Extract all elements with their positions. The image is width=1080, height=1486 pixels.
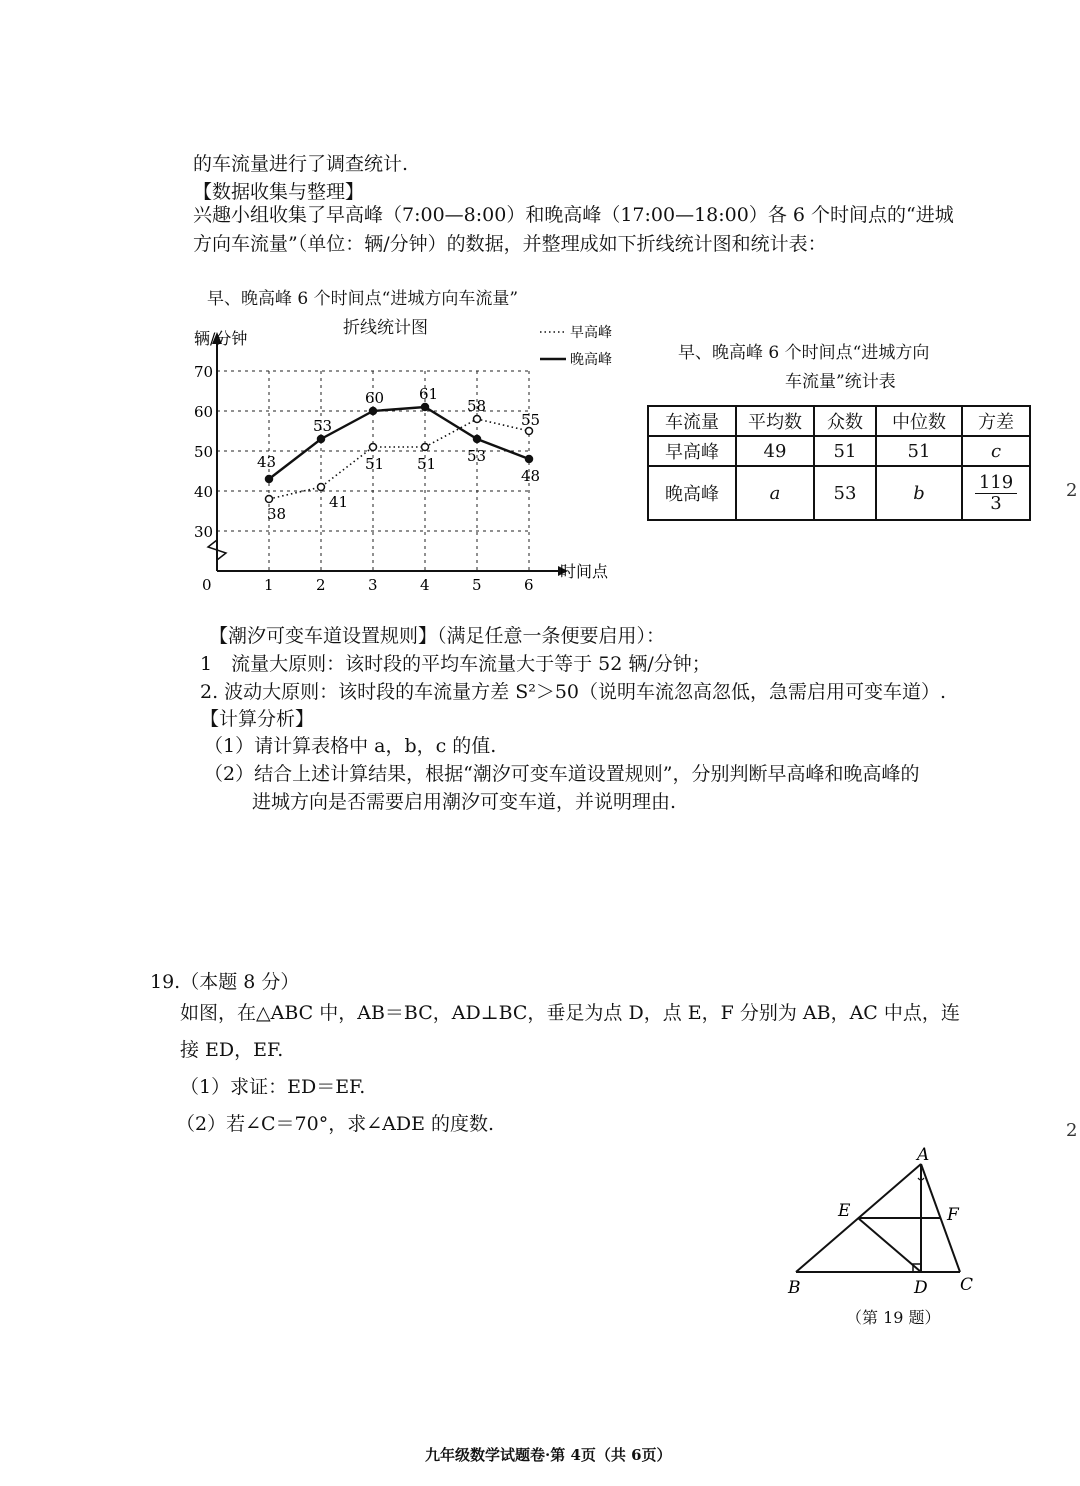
problem-19-heading: 19.（本题 8 分）: [150, 971, 300, 993]
data-label-0-5: 55: [521, 411, 541, 429]
table-row: [648, 436, 1030, 466]
vertex-label-d: D: [914, 1278, 928, 1298]
origin-label: 0: [202, 576, 212, 592]
data-label-1-4: 53: [467, 447, 487, 465]
chart-marks: [266, 404, 533, 503]
line-chart: [190, 322, 630, 592]
vertex-label-f: F: [947, 1205, 959, 1225]
question-1: （1）请计算表格中 a，b，c 的值.: [204, 735, 497, 757]
fraction-denominator: 3: [990, 492, 1002, 514]
x-tick-label: 6: [524, 576, 534, 592]
cell-median: b: [876, 466, 962, 520]
data-point-1-4: [474, 436, 481, 443]
data-label-0-3: 51: [417, 455, 437, 473]
data-label-0-4: 58: [467, 397, 487, 415]
series-line-1: [269, 407, 529, 479]
data-label-0-1: 41: [329, 493, 349, 511]
data-label-1-5: 48: [521, 467, 541, 485]
x-axis-label: 时间点: [560, 562, 609, 581]
vertex-label-b: B: [788, 1278, 801, 1298]
data-label-0-0: 38: [267, 505, 287, 523]
x-tick-label: 3: [368, 576, 378, 592]
data-label-1-2: 60: [365, 389, 385, 407]
y-tick-label: 70: [194, 363, 214, 381]
data-point-1-1: [318, 436, 325, 443]
variance-fraction: [975, 473, 1017, 514]
data-point-1-5: [526, 456, 533, 463]
data-point-1-2: [370, 408, 377, 415]
intro-line-3: 兴趣小组收集了早高峰（7:00—8:00）和晚高峰（17:00—18:00）各 6 个时间点的“进城: [193, 204, 954, 226]
legend-label-1: 晚高峰: [570, 352, 612, 368]
table-title-line-2: 车流量”统计表: [785, 372, 896, 392]
data-point-0-1: [318, 484, 325, 491]
y-tick-label: 60: [194, 403, 214, 421]
edge-mark-2: 2: [1066, 1120, 1078, 1141]
legend-label-0: 早高峰: [570, 325, 612, 341]
chart-labels: [194, 329, 609, 592]
analysis-heading: 【计算分析】: [200, 708, 315, 730]
series-line-0: [269, 419, 529, 499]
row-label: 晚高峰: [648, 466, 736, 520]
problem-19-question-1: （1）求证：ED＝EF.: [180, 1076, 366, 1098]
chart-legend: [540, 324, 612, 368]
data-label-0-2: 51: [365, 455, 385, 473]
question-2-line-1: （2）结合上述计算结果，根据“潮汐可变车道设置规则”，分别判断早高峰和晚高峰的: [204, 763, 920, 785]
y-tick-label: 40: [194, 483, 214, 501]
cell-mean: 49: [736, 436, 814, 466]
edge-mark-1: 2: [1066, 480, 1078, 501]
data-point-0-3: [422, 444, 429, 451]
data-point-0-2: [370, 444, 377, 451]
y-axis-label: 辆/分钟: [194, 329, 248, 348]
intro-line-1: 的车流量进行了调查统计.: [193, 153, 409, 175]
figure-caption: （第 19 题）: [846, 1308, 941, 1327]
x-tick-label: 4: [420, 576, 430, 592]
chart-title: 早、晚高峰 6 个时间点“进城方向车流量”: [207, 289, 519, 309]
header-cell: 中位数: [876, 406, 962, 436]
problem-19-question-2: （2）若∠C＝70°，求∠ADE 的度数.: [176, 1113, 495, 1135]
x-tick-label: 1: [264, 576, 274, 592]
chart-subtitle: 折线统计图: [343, 318, 428, 338]
cell-variance: c: [962, 436, 1030, 466]
x-tick-label: 2: [316, 576, 326, 592]
cell-mode: 51: [814, 436, 876, 466]
section-heading-data: 【数据收集与整理】: [193, 181, 365, 203]
header-cell: 方差: [962, 406, 1030, 436]
x-tick-label: 5: [472, 576, 482, 592]
rule-2: 2. 波动大原则：该时段的车流量方差 S²＞50（说明车流忽高忽低，急需启用可变车道）.: [200, 681, 947, 703]
vertex-label-a: A: [917, 1145, 930, 1165]
stats-table: [647, 405, 1031, 521]
table-row: [648, 466, 1030, 520]
problem-19-line-1: 如图，在△ABC 中，AB＝BC，AD⊥BC，垂足为点 D，点 E，F 分别为 AB，AC 中点，连: [180, 1002, 960, 1024]
y-tick-label: 30: [194, 523, 214, 541]
cell-median: 51: [876, 436, 962, 466]
fraction-numerator: 119: [975, 473, 1017, 494]
y-tick-label: 50: [194, 443, 214, 461]
triangle-figure: [780, 1140, 1000, 1300]
question-2-line-2: 进城方向是否需要启用潮汐可变车道，并说明理由.: [252, 791, 677, 813]
table-header-row: [648, 406, 1030, 436]
row-label: 早高峰: [648, 436, 736, 466]
data-point-1-0: [266, 476, 273, 483]
data-label-1-3: 61: [419, 385, 439, 403]
problem-19-line-2: 接 ED，EF.: [180, 1039, 284, 1061]
intro-line-4: 方向车流量”（单位：辆/分钟）的数据，并整理成如下折线统计图和统计表：: [193, 233, 827, 255]
data-label-1-0: 43: [257, 453, 277, 471]
cell-variance: [962, 466, 1030, 520]
data-label-1-1: 53: [313, 417, 333, 435]
vertex-label-c: C: [960, 1275, 974, 1295]
cell-mean: a: [736, 466, 814, 520]
table-title-line-1: 早、晚高峰 6 个时间点“进城方向: [678, 343, 930, 363]
data-point-0-4: [474, 416, 481, 423]
vertex-label-e: E: [838, 1201, 851, 1221]
header-cell: 平均数: [736, 406, 814, 436]
page-footer: 九年级数学试题卷·第 4页（共 6页）: [425, 1446, 672, 1464]
data-point-0-0: [266, 496, 273, 503]
data-point-1-3: [422, 404, 429, 411]
rules-heading: 【潮汐可变车道设置规则】（满足任意一条便要启用）：: [209, 625, 666, 647]
cell-mode: 53: [814, 466, 876, 520]
header-cell: 车流量: [648, 406, 736, 436]
segment-ed: [858, 1218, 921, 1272]
rule-1: 1 流量大原则：该时段的平均车流量大于等于 52 辆/分钟；: [200, 653, 711, 675]
header-cell: 众数: [814, 406, 876, 436]
